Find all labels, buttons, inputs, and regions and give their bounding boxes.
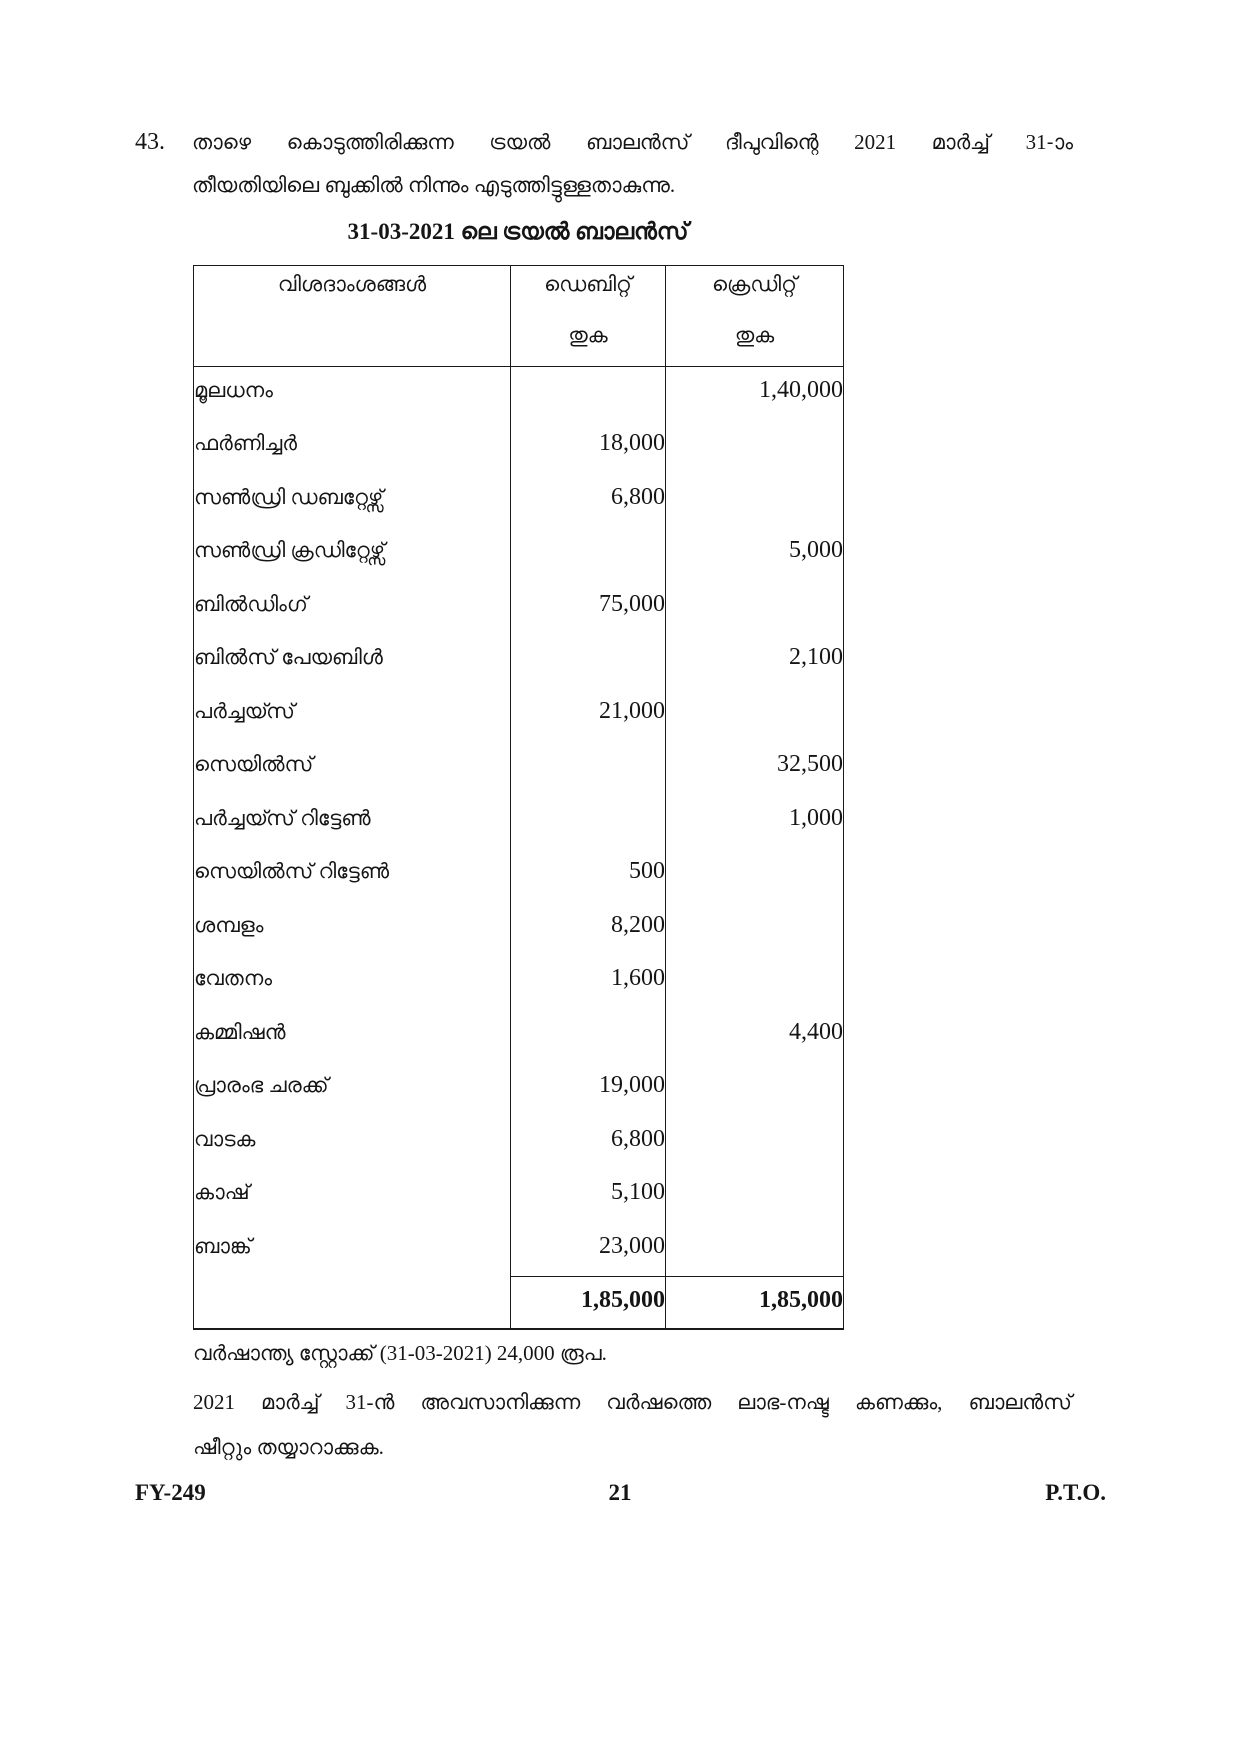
debit-amount: [511, 527, 666, 581]
table-row: [194, 581, 844, 635]
table-row: [194, 795, 844, 849]
debit-amount: [511, 795, 666, 849]
particular-cell: സെയിൽസ് റിട്ടേൺ: [194, 848, 511, 902]
credit-header: [666, 266, 844, 367]
credit-amount: 1,000: [666, 795, 844, 849]
credit-header-sublabel: തുക: [734, 323, 775, 347]
debit-amount: [511, 741, 666, 795]
credit-amount: [666, 1062, 844, 1116]
credit-amount: [666, 955, 844, 1009]
table-row: [194, 634, 844, 688]
particular-cell: മൂലധനം: [194, 367, 511, 421]
debit-amount: 6,800: [511, 1116, 666, 1170]
credit-amount: [666, 474, 844, 528]
instruction-line: 2021 മാർച്ച് 31-ൻ അവസാനിക്കുന്ന വർഷത്തെ ലാഭ-നഷ്ട കണക്കും, ബാലൻസ്: [193, 1390, 1072, 1414]
particular-cell: ശമ്പളം: [194, 902, 511, 956]
table-row: [194, 955, 844, 1009]
credit-amount: [666, 581, 844, 635]
credit-amount: 32,500: [666, 741, 844, 795]
debit-amount: 75,000: [511, 581, 666, 635]
particular-cell: സൺഡ്രി ഡബറ്റേഴ്സ്: [194, 474, 511, 528]
debit-header-label: ഡെബിറ്റ്: [544, 272, 632, 296]
pto-label: P.T.O.: [1045, 1480, 1106, 1505]
particular-cell: വേതനം: [194, 955, 511, 1009]
particular-cell: സൺഡ്രി ക്രഡിറ്റേഴ്സ്: [194, 527, 511, 581]
particular-cell: കാഷ്: [194, 1169, 511, 1223]
credit-amount: [666, 420, 844, 474]
paper-code: FY-249: [135, 1480, 206, 1505]
credit-amount: 5,000: [666, 527, 844, 581]
total-row: [194, 1276, 844, 1329]
credit-header-label: ക്രെഡിറ്റ്: [711, 272, 797, 296]
debit-amount: [511, 1009, 666, 1063]
debit-amount: 19,000: [511, 1062, 666, 1116]
question-text: [192, 121, 1073, 207]
table-row: [194, 688, 844, 742]
particular-cell: ബാങ്ക്: [194, 1223, 511, 1277]
page-number: 21: [608, 1480, 632, 1505]
table-header-row: [194, 266, 844, 367]
debit-amount: 18,000: [511, 420, 666, 474]
table-row: [194, 902, 844, 956]
table-row: [194, 1169, 844, 1223]
table-title: 31-03-2021 ലെ ട്രയൽ ബാലൻസ്: [347, 219, 689, 244]
instruction-line: ഷീറ്റും തയ്യാറാക്കുക.: [193, 1435, 384, 1459]
credit-amount: 1,40,000: [666, 367, 844, 421]
instruction-text: [193, 1380, 1072, 1470]
debit-amount: [511, 634, 666, 688]
debit-header: [511, 266, 666, 367]
table-row: [194, 1062, 844, 1116]
debit-total: 1,85,000: [511, 1276, 666, 1329]
credit-amount: [666, 1116, 844, 1170]
particulars-header-label: വിശദാംശങ്ങൾ: [277, 272, 427, 296]
question-line: താഴെ കൊടുത്തിരിക്കുന്ന ട്രയൽ ബാലൻസ് ദീപുവിന്റെ 2021 മാർച്ച് 31-ാം: [192, 130, 1073, 154]
particular-cell: പർച്ചയ്സ് റിട്ടേൺ: [194, 795, 511, 849]
debit-amount: 5,100: [511, 1169, 666, 1223]
particular-cell: സെയിൽസ്: [194, 741, 511, 795]
credit-amount: [666, 848, 844, 902]
debit-amount: [511, 367, 666, 421]
trial-balance-table: [193, 265, 844, 1330]
total-label-cell: [194, 1276, 511, 1329]
debit-amount: 8,200: [511, 902, 666, 956]
debit-amount: 1,600: [511, 955, 666, 1009]
particular-cell: പർച്ചയ്സ്: [194, 688, 511, 742]
credit-amount: [666, 902, 844, 956]
table-row: [194, 367, 844, 421]
debit-amount: 23,000: [511, 1223, 666, 1277]
credit-amount: 4,400: [666, 1009, 844, 1063]
question-number: 43.: [135, 129, 165, 155]
particular-cell: ബിൽഡിംഗ്: [194, 581, 511, 635]
debit-amount: 6,800: [511, 474, 666, 528]
particular-cell: ഫർണിച്ചർ: [194, 420, 511, 474]
particular-cell: പ്രാരംഭ ചരക്ക്: [194, 1062, 511, 1116]
table-row: [194, 474, 844, 528]
particular-cell: കമ്മിഷൻ: [194, 1009, 511, 1063]
table-row: [194, 848, 844, 902]
credit-amount: [666, 1169, 844, 1223]
particulars-header: [194, 266, 511, 367]
credit-amount: [666, 1223, 844, 1277]
table-row: [194, 1223, 844, 1277]
debit-amount: 500: [511, 848, 666, 902]
credit-amount: 2,100: [666, 634, 844, 688]
table-row: [194, 420, 844, 474]
particular-cell: വാടക: [194, 1116, 511, 1170]
table-row: [194, 741, 844, 795]
table-row: [194, 1009, 844, 1063]
particular-cell: ബിൽസ് പേയബിൾ: [194, 634, 511, 688]
closing-stock-note: വർഷാന്ത്യ സ്റ്റോക്ക് (31-03-2021) 24,000 രൂപ.: [193, 1341, 607, 1365]
table-row: [194, 1116, 844, 1170]
credit-amount: [666, 688, 844, 742]
debit-header-sublabel: തുക: [568, 323, 608, 347]
credit-total: 1,85,000: [666, 1276, 844, 1329]
table-row: [194, 527, 844, 581]
debit-amount: 21,000: [511, 688, 666, 742]
question-line: തീയതിയിലെ ബുക്കിൽ നിന്നും എടുത്തിട്ടുള്ളതാകുന്നു.: [192, 173, 676, 197]
